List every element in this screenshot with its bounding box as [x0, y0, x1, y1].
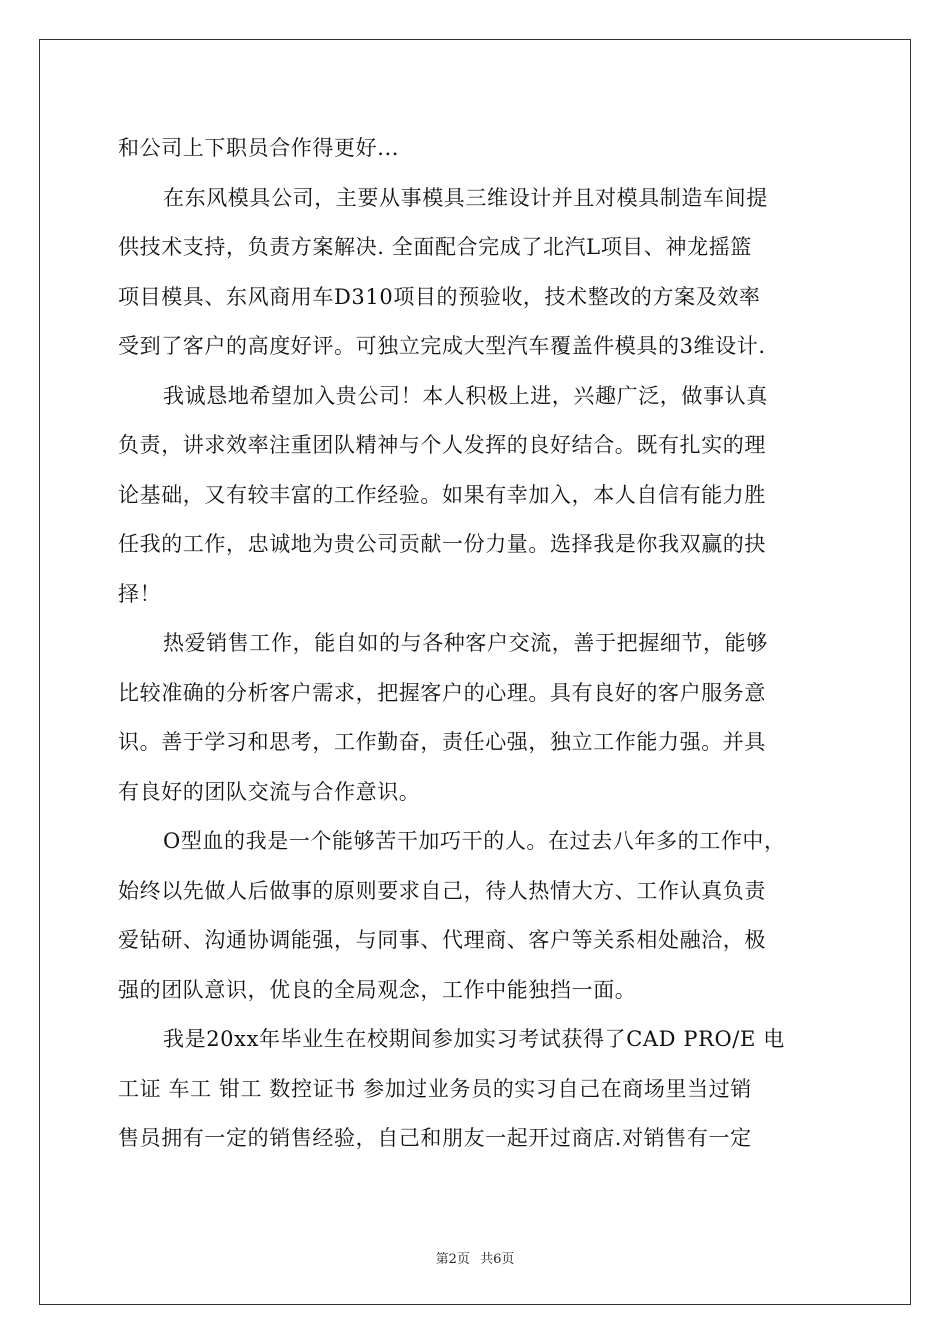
text-line-7: 负责，讲求效率注重团队精神与个人发挥的良好结合。既有扎实的理 — [118, 433, 766, 457]
text-line-3: 供技术支持，负责方案解决. 全面配合完成了北汽L项目、神龙摇篮 — [118, 235, 752, 259]
text-line-11: 热爱销售工作，能自如的与各种客户交流，善于把握细节，能够 — [163, 631, 768, 655]
text-line-8: 论基础，又有较丰富的工作经验。如果有幸加入，本人自信有能力胜 — [118, 482, 766, 507]
text-line-17: 爱钻研、沟通协调能强，与同事、代理商、客户等关系相处融洽，极 — [118, 928, 766, 952]
text-line-19: 我是20xx年毕业生在校期间参加实习考试获得了CAD PRO/E 电 — [163, 1027, 785, 1051]
text-line-5: 受到了客户的高度好评。可独立完成大型汽车覆盖件模具的3维设计. — [118, 334, 766, 358]
text-line-16: 始终以先做人后做事的原则要求自己，待人热情大方、工作认真负责 — [118, 878, 766, 903]
page-total: 共6页 — [480, 1252, 515, 1267]
text-line-6: 我诚恳地希望加入贵公司！本人积极上进，兴趣广泛，做事认真 — [163, 383, 768, 408]
text-line-13: 识。善于学习和思考，工作勤奋，责任心强，独立工作能力强。并具 — [118, 730, 766, 754]
text-line-15: O型血的我是一个能够苦干加巧干的人。在过去八年多的工作中， — [163, 829, 786, 853]
text-line-21: 售员拥有一定的销售经验，自己和朋友一起开过商店.对销售有一定 — [118, 1126, 752, 1150]
text-line-10: 择！ — [118, 581, 162, 606]
text-line-18: 强的团队意识，优良的全局观念，工作中能独挡一面。 — [118, 977, 637, 1002]
text-line-2: 在东风模具公司，主要从事模具三维设计并且对模具制造车间提 — [163, 185, 768, 210]
text-line-1: 和公司上下职员合作得更好... — [118, 136, 400, 160]
text-line-20: 工证 车工 钳工 数控证书 参加过业务员的实习自己在商场里当过销 — [118, 1076, 752, 1101]
text-line-4: 项目模具、东风商用车D310项目的预验收，技术整改的方案及效率 — [118, 284, 761, 309]
text-line-12: 比较准确的分析客户需求，把握客户的心理。具有良好的客户服务意 — [118, 680, 766, 705]
page-number: 第2页 — [435, 1252, 470, 1267]
page-footer — [0, 1248, 950, 1267]
document-body — [118, 124, 834, 1164]
text-line-9: 任我的工作，忠诚地为贵公司贡献一份力量。选择我是你我双赢的抉 — [118, 532, 766, 556]
text-line-14: 有良好的团队交流与合作意识。 — [118, 779, 421, 804]
